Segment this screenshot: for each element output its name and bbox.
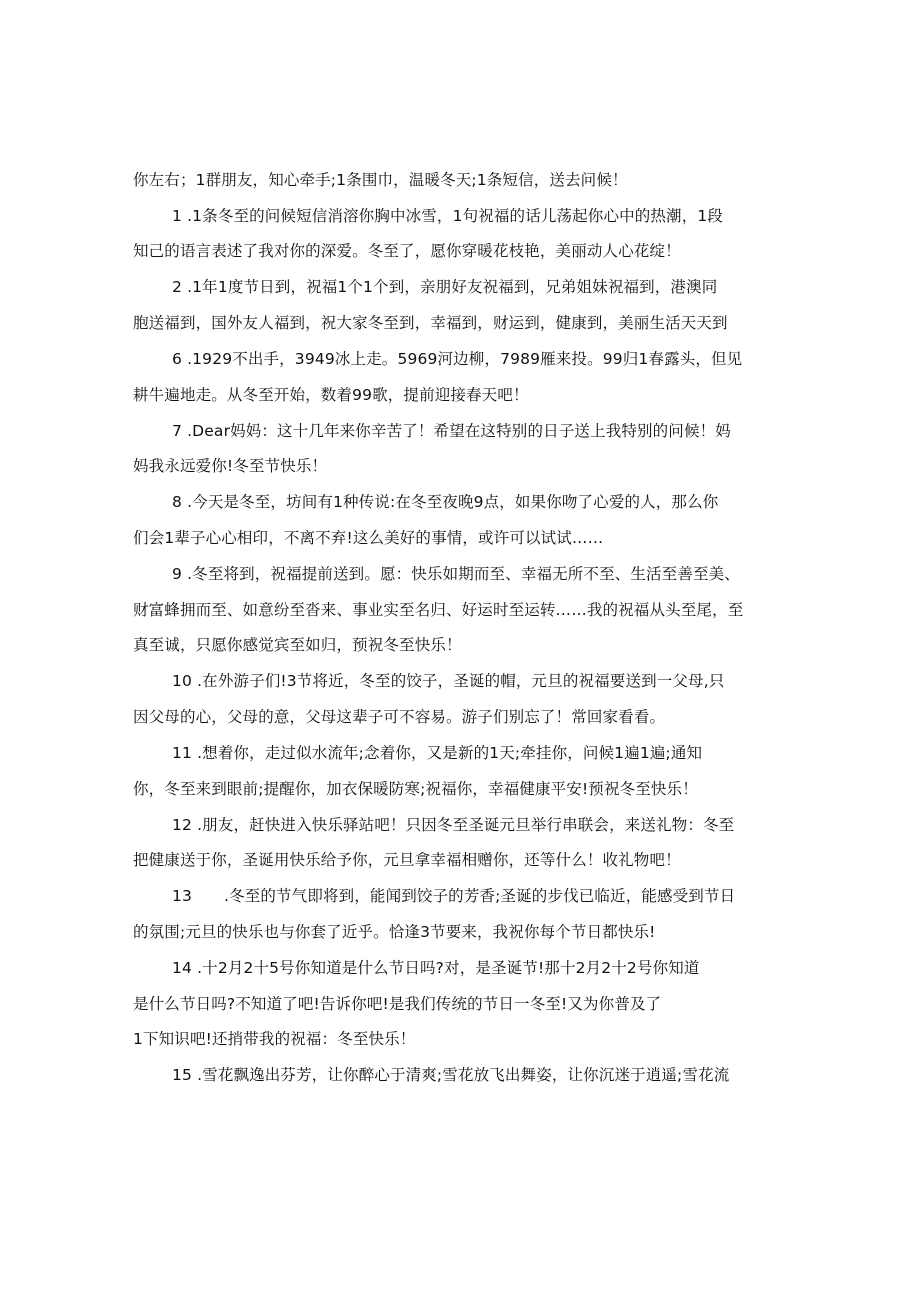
document-page: 你左右；1群朋友，知心牵手;1条围巾，温暖冬天;1条短信，送去问候！ 1 .1条冬至的问候短信消溶你胸中冰雪，1句祝福的话儿荡起你心中的热潮，1段 知己的语言表述了我对你的深爱。冬至了，愿你穿暖花枝艳，美丽动人心花绽！ 2 .1年1度节日到，祝福1个1个到，亲朋好友祝福到，兄弟姐妹祝福到，港澳同 胞送福到，国外友人福到，祝大家冬至到，幸福到，财运到，健康到，美丽生活天天到 6 .1929不出手，3949冰上走。5969河边柳，7989雁来投。99归1春露头，但见 耕牛遍地走。从冬至开始，数着99歌，提前迎接春天吧！ 7 .Dear妈妈：这十几年来你辛苦了！希望在这特别的日子送上我特别的问候！妈 妈我永远爱你!冬至节快乐！ 8 .今天是冬至，坊间有1种传说:在冬至夜晚9点，如果你吻了心爱的人，那么你 们会1辈子心心相印，不离不弃!这么美好的事情，或许可以试试…… 9 .冬至将到，祝福提前送到。愿：快乐如期而至、幸福无所不至、生活至善至美、 财富蜂拥而至、如意纷至沓来、事业实至名归、好运时至运转……我的祝福从头至尾，至 真至诚，只愿你感觉宾至如归，预祝冬至快乐！ 10 .在外游子们!3节将近，冬至的饺子，圣诞的帽，元旦的祝福要送到一父母,只 因父母的心，父母的意，父母这辈子可不容易。游子们别忘了！常回家看看。 11 .想着你，走过似水流年;念着你，又是新的1天;牵挂你，问候1遍1遍;通知 你，冬至来到眼前;提醒你，加衣保暖防寒;祝福你，幸福健康平安!预祝冬至快乐！ 12 .朋友，赶快进入快乐驿站吧！只因冬至圣诞元旦举行串联会，来送礼物：冬至 把健康送于你，圣诞用快乐给予你，元旦拿幸福相赠你，还等什么！收礼物吧！ 13 .冬至的节气即将到，能闻到饺子的芳香;圣诞的步伐已临近，能感受到节日 的氛围;元旦的快乐也与你套了近乎。恰逢3节要来，我祝你每个节日都快乐! 14 .十2月2十5号你知道是什么节日吗?对，是圣诞节!那十2月2十2号你知道 是什么节日吗?不知道了吧!告诉你吧!是我们传统的节日一冬至!又为你普及了 1下知识吧!还捎带我的祝福：冬至快乐！ 15 .雪花飘逸出芬芳，让你醉心于清爽;雪花放飞出舞姿，让你沉迷于逍遥;雪花流 [133, 171, 744, 1084]
